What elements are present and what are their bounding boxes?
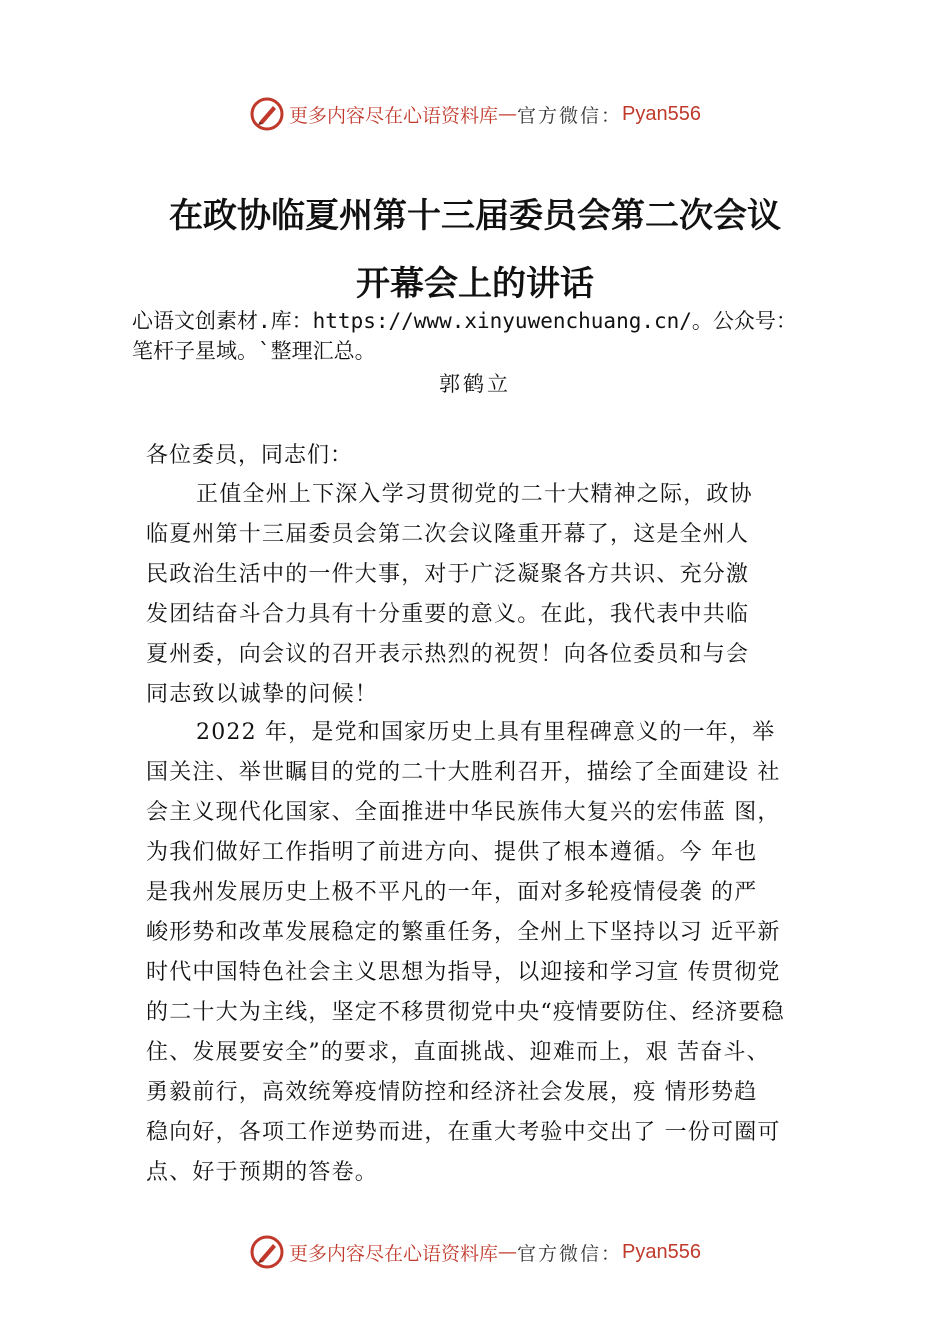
paragraph-line: 临夏州第十三届委员会第二次会议隆重开幕了，这是全州人	[146, 522, 750, 547]
source-note	[132, 306, 862, 366]
document-title-line-2: 开幕会上的讲话	[356, 264, 594, 304]
banner-separator: —	[498, 103, 518, 125]
body-paragraph-1	[146, 475, 846, 715]
banner-separator: —	[498, 1241, 518, 1263]
paragraph-line: 为我们做好工作指明了前进方向、提供了根本遵循。今 年也	[146, 840, 758, 865]
banner-account: Pyan556	[622, 1240, 701, 1263]
source-note-line-1: 心语文创素材.库：https://www.xinyuwenchuang.cn/。公众号：	[132, 309, 797, 333]
paragraph-line: 正值全州上下深入学习贯彻党的二十大精神之际，政协	[196, 482, 753, 507]
body-paragraph-2	[146, 713, 846, 1193]
paragraph-line: 住、发展要安全”的要求，直面挑战、迎难而上，艰 苦奋斗、	[146, 1040, 770, 1065]
document-title-line-1: 在政协临夏州第十三届委员会第二次会议	[169, 196, 781, 236]
paragraph-line: 点、好于预期的答卷。	[146, 1160, 379, 1185]
paragraph-line: 民政治生活中的一件大事，对于广泛凝聚各方共识、充分激	[146, 562, 750, 587]
banner-wechat-label: 官方微信：	[517, 104, 623, 127]
pen-logo-icon	[249, 1234, 285, 1270]
paragraph-line: 是我州发展历史上极不平凡的一年，面对多轮疫情侵袭 的严	[146, 880, 758, 905]
banner-text: 更多内容尽在心语资料库	[289, 1242, 499, 1265]
banner-text: 更多内容尽在心语资料库	[289, 104, 499, 127]
paragraph-line: 稳向好，各项工作逆势而进，在重大考验中交出了 一份可圈可	[146, 1120, 781, 1145]
paragraph-line: 峻形势和改革发展稳定的繁重任务，全州上下坚持以习 近平新	[146, 920, 781, 945]
paragraph-line: 时代中国特色社会主义思想为指导，以迎接和学习宣 传贯彻党	[146, 960, 781, 985]
banner-wechat-label: 官方微信：	[517, 1242, 623, 1265]
paragraph-line: 国关注、举世瞩目的党的二十大胜利召开，描绘了全面建设 社	[146, 760, 781, 785]
pen-logo-icon	[249, 96, 285, 132]
paragraph-line: 的二十大为主线，坚定不移贯彻党中央“疫情要防住、经济要稳	[146, 1000, 785, 1025]
header-banner	[0, 94, 950, 134]
paragraph-line: 2022 年，是党和国家历史上具有里程碑意义的一年，举	[196, 720, 776, 745]
paragraph-line: 同志致以诚挚的问候！	[146, 682, 379, 707]
source-note-line-2: 笔杆子星域。`整理汇总。	[132, 339, 376, 363]
paragraph-line: 会主义现代化国家、全面推进中华民族伟大复兴的宏伟蓝 图，	[146, 800, 781, 825]
footer-banner	[0, 1232, 950, 1272]
author-name: 郭鹤立	[439, 372, 511, 396]
salutation: 各位委员，同志们：	[146, 443, 354, 468]
paragraph-line: 勇毅前行，高效统筹疫情防控和经济社会发展，疫 情形势趋	[146, 1080, 758, 1105]
paragraph-line: 发团结奋斗合力具有十分重要的意义。在此，我代表中共临	[146, 602, 750, 627]
banner-account: Pyan556	[622, 102, 701, 125]
paragraph-line: 夏州委，向会议的召开表示热烈的祝贺！向各位委员和与会	[146, 642, 750, 667]
